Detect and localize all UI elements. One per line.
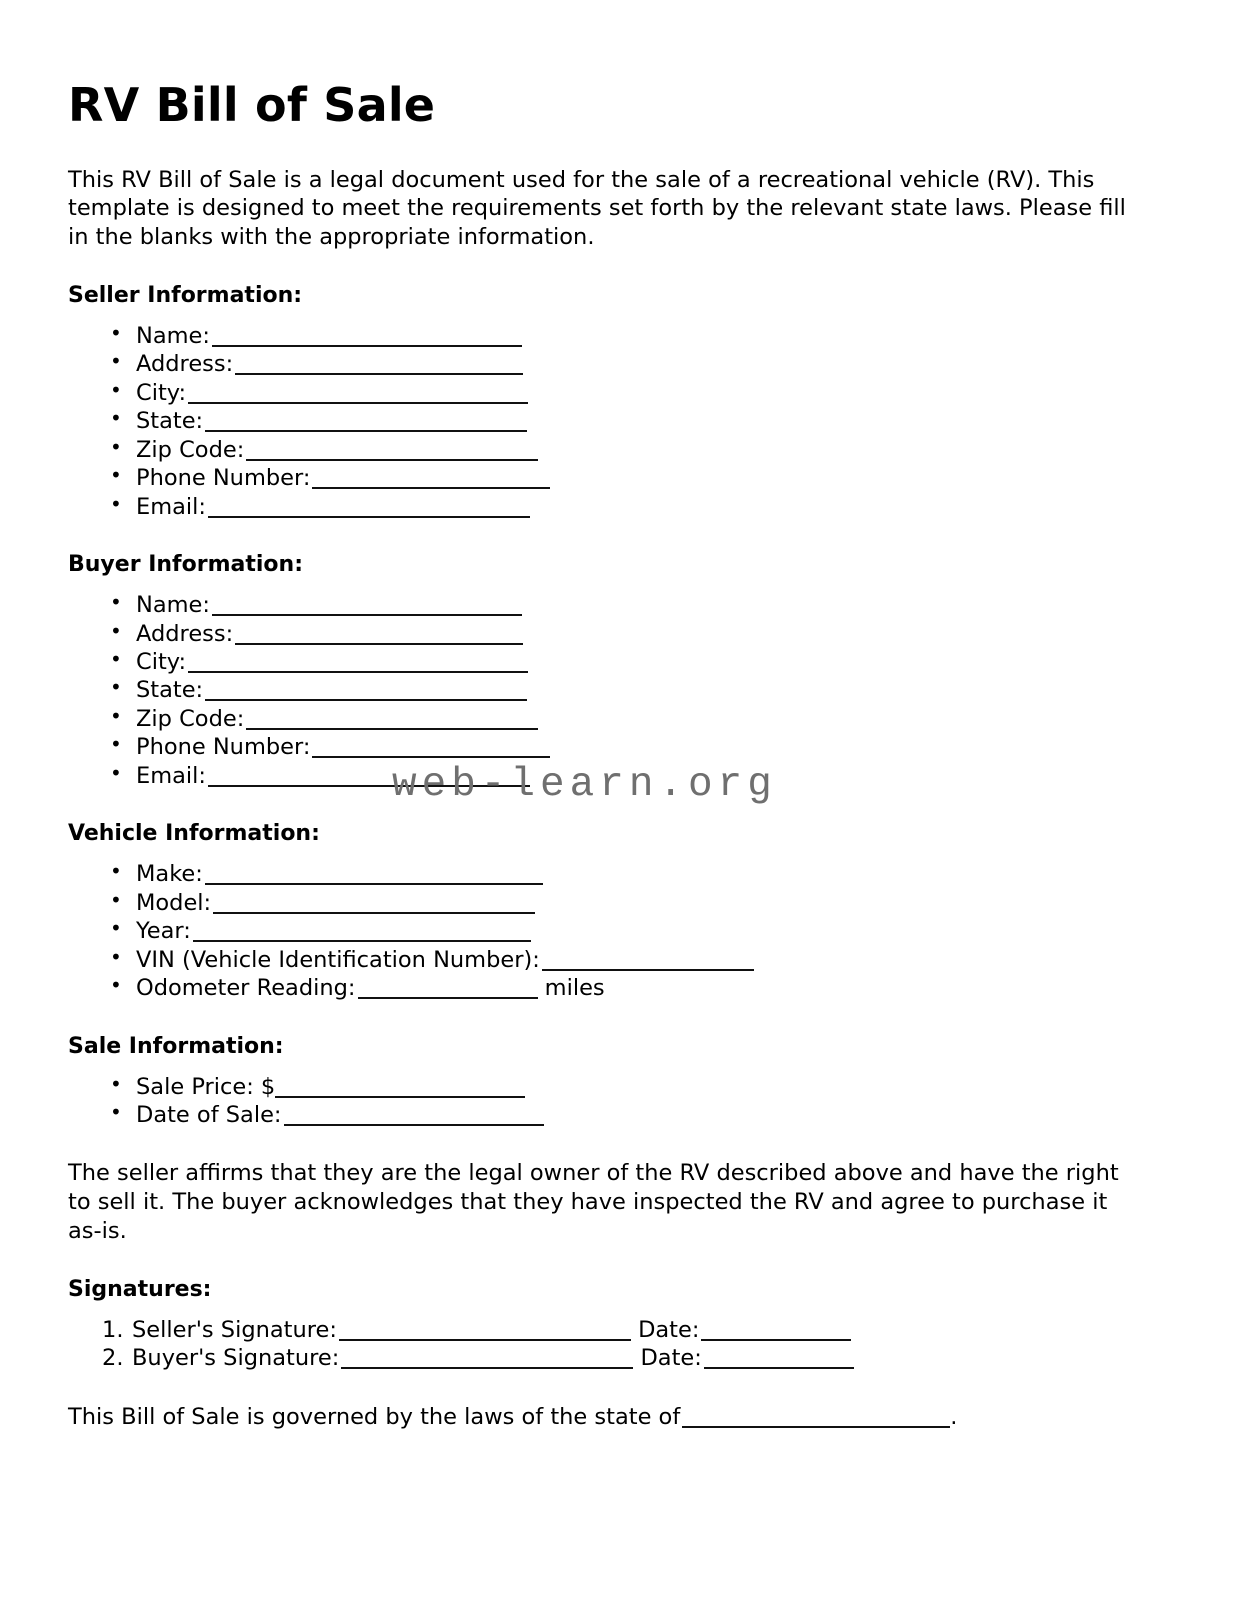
affirmation-paragraph: The seller affirms that they are the legal owner of the RV described above and have the right to sell it. The buyer acknowledges that they have inspected the RV and agree to purchase it as-is.	[68, 1160, 1119, 1245]
seller-information-heading: Seller Information:	[68, 282, 303, 308]
date-blank[interactable]	[701, 1317, 851, 1340]
field-seller-state	[110, 407, 1171, 435]
field-blank[interactable]	[542, 947, 754, 970]
signatures-heading: Signatures:	[68, 1276, 212, 1302]
field-label: Email:	[136, 493, 207, 520]
field-vehicle-odometer	[110, 974, 1171, 1002]
field-label: Odometer Reading:	[136, 975, 356, 1002]
site-watermark: web-learn.org	[392, 762, 777, 808]
signature-row-buyer	[102, 1344, 1171, 1372]
sale-information-heading: Sale Information:	[68, 1033, 284, 1059]
signature-label: Seller's Signature:	[132, 1316, 337, 1343]
signature-label: Buyer's Signature:	[132, 1345, 340, 1372]
field-blank[interactable]	[312, 466, 550, 489]
field-buyer-city	[110, 648, 1171, 676]
vehicle-information-fields	[68, 860, 1171, 1002]
field-blank[interactable]	[284, 1103, 544, 1126]
field-buyer-name	[110, 591, 1171, 619]
field-vehicle-year	[110, 917, 1171, 945]
field-unit-label: miles	[544, 975, 605, 1002]
governing-law-line	[68, 1403, 1171, 1432]
field-blank[interactable]	[213, 890, 535, 913]
field-vehicle-model	[110, 889, 1171, 917]
field-label: Sale Price: $	[136, 1073, 276, 1100]
date-label: Date:	[638, 1316, 700, 1343]
field-label: Address:	[136, 620, 234, 647]
seller-information-fields	[68, 322, 1171, 521]
field-blank[interactable]	[188, 650, 528, 673]
field-label: Name:	[136, 592, 210, 619]
field-label: Phone Number:	[136, 734, 311, 761]
field-label: Make:	[136, 861, 203, 888]
field-seller-address	[110, 350, 1171, 378]
field-blank[interactable]	[208, 494, 530, 517]
field-blank[interactable]	[235, 352, 523, 375]
field-label: Date of Sale:	[136, 1101, 282, 1128]
governing-law-period: .	[950, 1403, 958, 1430]
field-blank[interactable]	[205, 678, 527, 701]
page-title: RV Bill of Sale	[68, 78, 436, 132]
field-buyer-state	[110, 676, 1171, 704]
field-label: Zip Code:	[136, 705, 245, 732]
field-blank[interactable]	[212, 324, 522, 347]
field-blank[interactable]	[275, 1074, 525, 1097]
field-label: City:	[136, 379, 187, 406]
field-label: City:	[136, 648, 187, 675]
field-label: State:	[136, 677, 204, 704]
field-vehicle-vin	[110, 946, 1171, 974]
field-label: Zip Code:	[136, 436, 245, 463]
field-label: VIN (Vehicle Identification Number):	[136, 946, 540, 973]
vehicle-information-heading: Vehicle Information:	[68, 821, 320, 847]
field-blank[interactable]	[358, 976, 538, 999]
field-blank[interactable]	[208, 763, 530, 786]
field-label: Phone Number:	[136, 465, 311, 492]
field-buyer-address	[110, 620, 1171, 648]
field-label: Year:	[136, 918, 191, 945]
field-blank[interactable]	[205, 409, 527, 432]
field-blank[interactable]	[246, 707, 538, 730]
field-date-of-sale	[110, 1101, 1171, 1129]
signature-rows	[68, 1316, 1171, 1373]
field-label: State:	[136, 408, 204, 435]
governing-law-blank[interactable]	[682, 1404, 950, 1427]
field-vehicle-make	[110, 860, 1171, 888]
field-blank[interactable]	[205, 862, 543, 885]
signature-row-seller	[102, 1316, 1171, 1344]
field-label: Model:	[136, 889, 212, 916]
buyer-information-fields	[68, 591, 1171, 790]
date-label: Date:	[640, 1345, 702, 1372]
field-seller-city	[110, 379, 1171, 407]
signature-blank[interactable]	[341, 1346, 633, 1369]
field-label: Name:	[136, 322, 210, 349]
field-label: Address:	[136, 351, 234, 378]
intro-paragraph: This RV Bill of Sale is a legal document used for the sale of a recreational vehicle (RV). This template is designed to meet the requirements set forth by the relevant state laws. Please fill in the blanks with the appropriate information.	[68, 166, 1126, 251]
field-seller-phone-number	[110, 464, 1171, 492]
field-blank[interactable]	[193, 919, 531, 942]
field-buyer-phone-number	[110, 733, 1171, 761]
field-blank[interactable]	[312, 735, 550, 758]
governing-law-text: This Bill of Sale is governed by the laws of the state of	[68, 1403, 681, 1430]
field-buyer-zip-code	[110, 705, 1171, 733]
signature-blank[interactable]	[339, 1317, 631, 1340]
buyer-information-heading: Buyer Information:	[68, 552, 303, 578]
field-sale-price	[110, 1073, 1171, 1101]
field-blank[interactable]	[188, 380, 528, 403]
field-seller-name	[110, 322, 1171, 350]
field-blank[interactable]	[212, 593, 522, 616]
field-label: Email:	[136, 762, 207, 789]
date-blank[interactable]	[704, 1346, 854, 1369]
field-seller-zip-code	[110, 436, 1171, 464]
field-blank[interactable]	[235, 621, 523, 644]
field-blank[interactable]	[246, 437, 538, 460]
field-seller-email	[110, 493, 1171, 521]
sale-information-fields	[68, 1073, 1171, 1130]
field-buyer-email	[110, 762, 1171, 790]
